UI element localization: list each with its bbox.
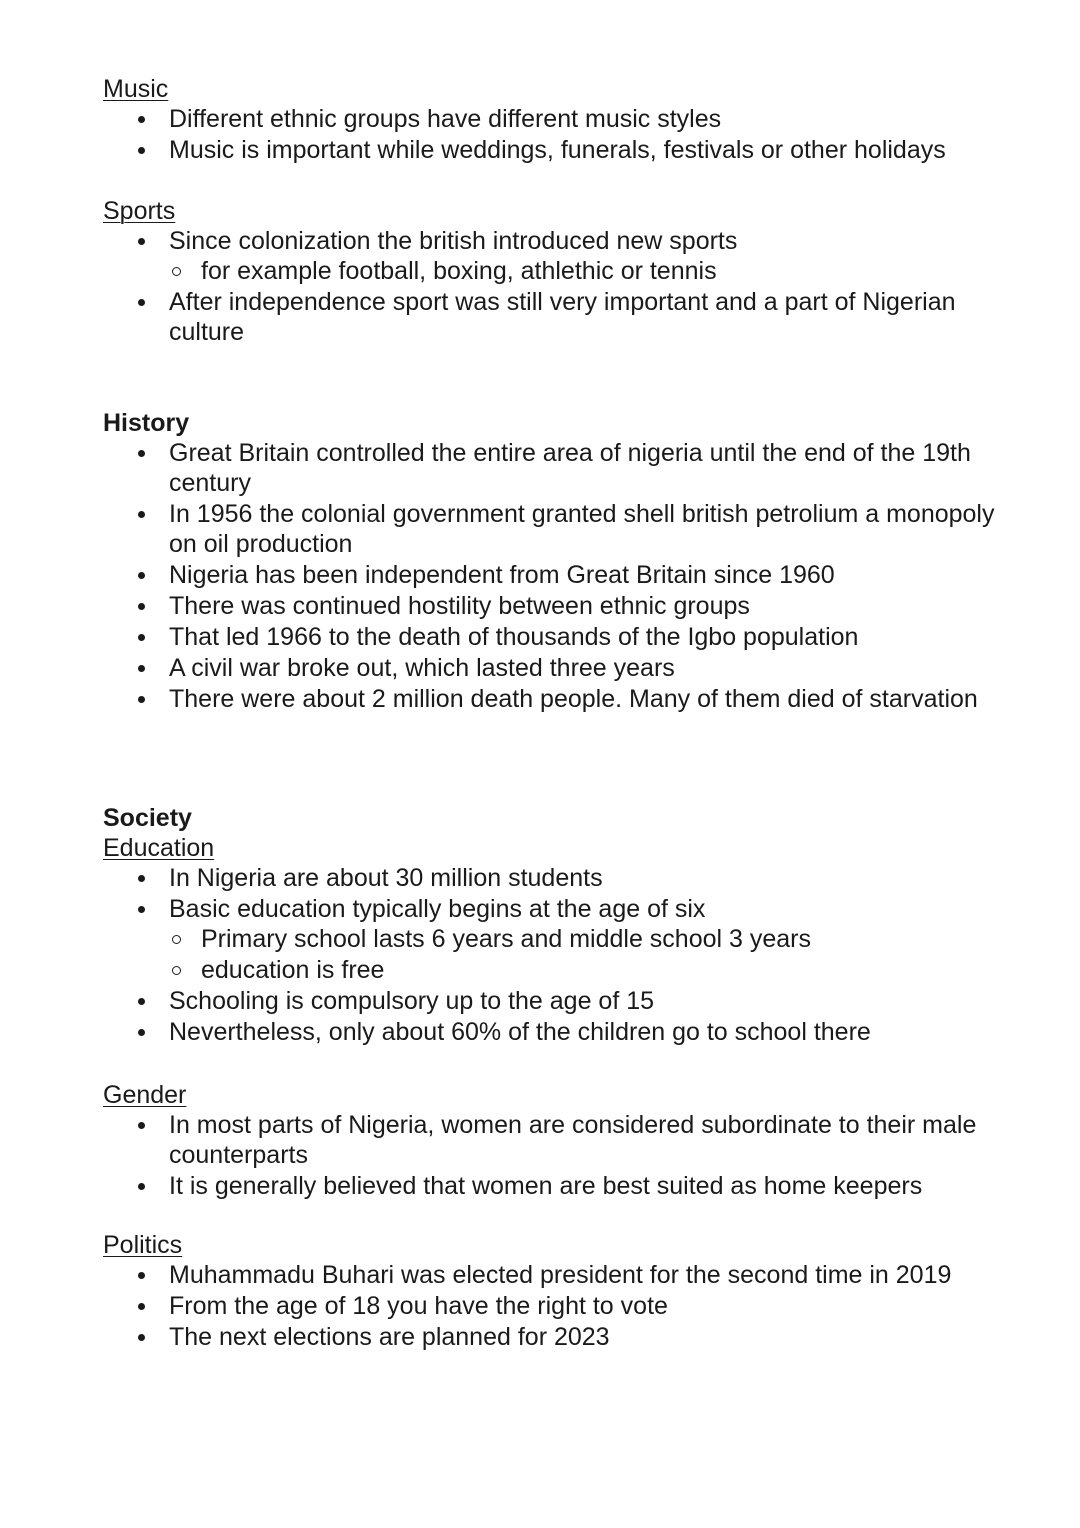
list-item: From the age of 18 you have the right to vote xyxy=(103,1291,1003,1321)
bullet-icon xyxy=(138,998,145,1005)
gender-heading: Gender xyxy=(103,1081,187,1109)
bullet-icon xyxy=(138,696,145,703)
bullet-icon xyxy=(138,603,145,610)
list-item: Basic education typically begins at the age of six Primary school lasts 6 years and middle school 3 years education is free xyxy=(103,894,1003,985)
list-item: In Nigeria are about 30 million students xyxy=(103,863,1003,893)
education-list xyxy=(103,863,1003,1047)
list-item: Since colonization the british introduced new sports for example football, boxing, athlethic or tennis xyxy=(103,226,1003,286)
sub-list-item: education is free xyxy=(169,955,1003,985)
education-sublist xyxy=(169,924,1003,985)
sports-sublist xyxy=(169,256,1003,286)
music-section xyxy=(103,74,1003,166)
bullet-icon xyxy=(138,147,145,154)
bullet-icon xyxy=(138,511,145,518)
education-heading: Education xyxy=(103,834,215,862)
bullet-icon xyxy=(138,299,145,306)
bullet-icon xyxy=(138,1029,145,1036)
bullet-icon xyxy=(138,634,145,641)
bullet-icon xyxy=(138,1303,145,1310)
politics-heading: Politics xyxy=(103,1231,183,1259)
list-item: There were about 2 million death people. Many of them died of starvation xyxy=(103,684,1003,714)
sports-list xyxy=(103,226,1003,347)
list-item: After independence sport was still very important and a part of Nigerian culture xyxy=(103,287,1003,347)
bullet-icon xyxy=(138,906,145,913)
bullet-icon xyxy=(138,572,145,579)
music-heading: Music xyxy=(103,75,169,103)
list-item: The next elections are planned for 2023 xyxy=(103,1322,1003,1352)
list-item: Nevertheless, only about 60% of the children go to school there xyxy=(103,1017,1003,1047)
music-list xyxy=(103,104,1003,165)
politics-list xyxy=(103,1260,1003,1352)
society-heading: Society xyxy=(103,804,192,832)
list-item: There was continued hostility between ethnic groups xyxy=(103,591,1003,621)
bullet-icon xyxy=(138,116,145,123)
sub-list-item: for example football, boxing, athlethic or tennis xyxy=(169,256,1003,286)
history-list xyxy=(103,438,1003,714)
gender-list xyxy=(103,1110,1003,1201)
list-item: A civil war broke out, which lasted three years xyxy=(103,653,1003,683)
sub-list-item: Primary school lasts 6 years and middle school 3 years xyxy=(169,924,1003,954)
society-section xyxy=(103,803,1003,1048)
bullet-icon xyxy=(138,1272,145,1279)
list-item: Nigeria has been independent from Great Britain since 1960 xyxy=(103,560,1003,590)
sports-section xyxy=(103,196,1003,348)
bullet-icon xyxy=(138,1122,145,1129)
hollow-bullet-icon xyxy=(172,935,181,944)
list-item: That led 1966 to the death of thousands of the Igbo population xyxy=(103,622,1003,652)
gender-section xyxy=(103,1080,1003,1202)
list-item: It is generally believed that women are best suited as home keepers xyxy=(103,1171,1003,1201)
sports-heading: Sports xyxy=(103,197,176,225)
bullet-icon xyxy=(138,238,145,245)
bullet-icon xyxy=(138,1183,145,1190)
bullet-icon xyxy=(138,665,145,672)
list-item: Muhammadu Buhari was elected president for the second time in 2019 xyxy=(103,1260,1003,1290)
hollow-bullet-icon xyxy=(172,966,181,975)
bullet-icon xyxy=(138,450,145,457)
bullet-icon xyxy=(138,1334,145,1341)
list-item: In 1956 the colonial government granted shell british petrolium a monopoly on oil production xyxy=(103,499,1003,559)
politics-section xyxy=(103,1230,1003,1353)
list-item: Schooling is compulsory up to the age of 15 xyxy=(103,986,1003,1016)
list-item: Music is important while weddings, funerals, festivals or other holidays xyxy=(103,135,1003,165)
list-item: Different ethnic groups have different music styles xyxy=(103,104,1003,134)
list-item: In most parts of Nigeria, women are considered subordinate to their male counterparts xyxy=(103,1110,1003,1170)
history-section xyxy=(103,408,1003,715)
history-heading: History xyxy=(103,409,190,437)
hollow-bullet-icon xyxy=(172,267,181,276)
list-item: Great Britain controlled the entire area of nigeria until the end of the 19th century xyxy=(103,438,1003,498)
bullet-icon xyxy=(138,875,145,882)
